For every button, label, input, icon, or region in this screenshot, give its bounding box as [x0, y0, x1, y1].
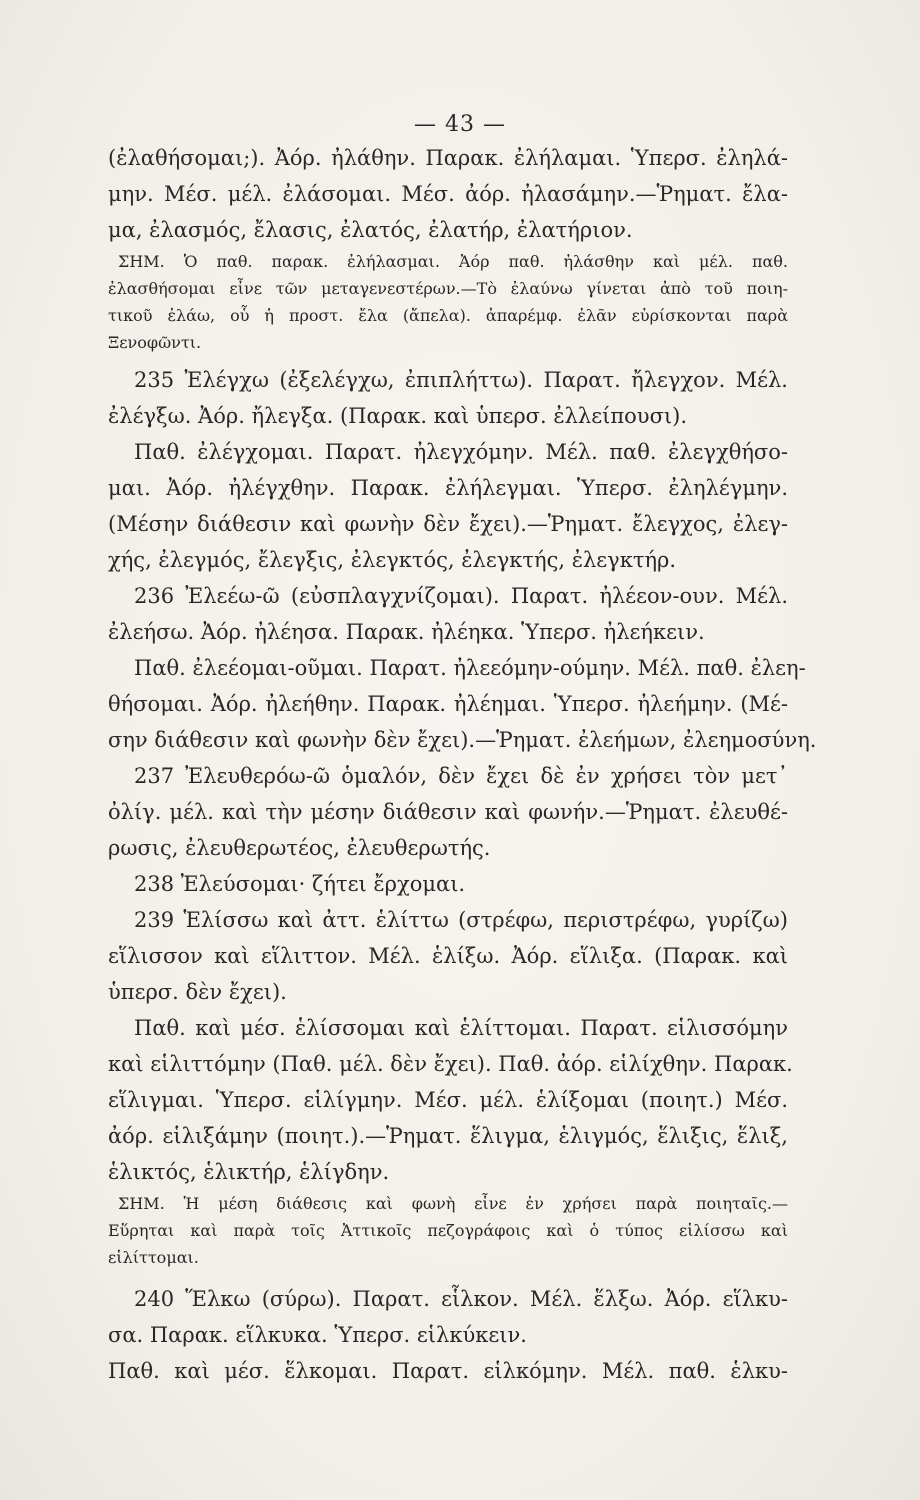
note-line: Ξενοφῶντι.: [108, 333, 202, 352]
text-line: μην. Μέσ. μέλ. ἐλάσομαι. Μέσ. ἀόρ. ἠλασάμην.—Ῥηματ. ἔλα-: [108, 182, 788, 206]
text-line: ὀλίγ. μέλ. καὶ τὴν μέσην διάθεσιν καὶ φωνήν.—Ῥηματ. ἐλευθέ-: [108, 800, 788, 824]
text-line: ἐλέγξω. Ἀόρ. ἤλεγξα. (Παρακ. καὶ ὑπερσ. ἐλλείπουσι).: [108, 404, 688, 428]
note-line: ΣΗΜ. Ὁ παθ. παρακ. ἐλήλασμαι. Ἀόρ παθ. ἠλάσθην καὶ μέλ. παθ.: [118, 252, 788, 271]
entry-236-line: 236 Ἐλεέω-ῶ (εὐσπλαγχνίζομαι). Παρατ. ἠλέεον-ουν. Μέλ.: [134, 584, 788, 608]
text-line: Παθ. ἐλεέομαι-οῦμαι. Παρατ. ἠλεεόμην-ούμην. Μέλ. παθ. ἐλεη-: [134, 656, 806, 680]
note-line: Εὕρηται καὶ παρὰ τοῖς Ἀττικοῖς πεζογράφοις καὶ ὁ τύπος εἱλίσσω καὶ: [108, 1221, 788, 1240]
text-line: σα. Παρακ. εἵλκυκα. Ὑπερσ. εἱλκύκειν.: [108, 1323, 527, 1347]
page-text: [108, 140, 817, 1389]
text-line: μαι. Ἀόρ. ἠλέγχθην. Παρακ. ἐλήλεγμαι. Ὑπερσ. ἐληλέγμην.: [108, 476, 788, 500]
note-line: τικοῦ ἐλάω, οὗ ἡ προστ. ἔλα (ἄπελα). ἀπαρέμφ. ἐλᾶν εὑρίσκονται παρὰ: [108, 306, 788, 325]
text-line: (ἐλαθήσομαι;). Ἀόρ. ἠλάθην. Παρακ. ἐλήλαμαι. Ὑπερσ. ἐληλά-: [108, 146, 788, 170]
text-line: χής, ἐλεγμός, ἔλεγξις, ἐλεγκτός, ἐλεγκτής, ἐλεγκτήρ.: [108, 548, 677, 572]
text-line: ὑπερσ. δὲν ἔχει).: [108, 980, 287, 1004]
text-line: μα, ἐλασμός, ἔλασις, ἐλατός, ἐλατήρ, ἐλατήριον.: [108, 218, 633, 242]
text-line: ἑλικτός, ἑλικτήρ, ἑλίγδην.: [108, 1160, 390, 1184]
entry-239-line: 239 Ἑλίσσω καὶ ἀττ. ἑλίττω (στρέφω, περιστρέφω, γυρίζω): [134, 908, 788, 932]
text-line: καὶ εἱλιττόμην (Παθ. μέλ. δὲν ἔχει). Παθ. ἀόρ. εἱλίχθην. Παρακ.: [108, 1052, 793, 1076]
page-number: — 43 —: [414, 112, 506, 137]
text-line: ρωσις, ἐλευθερωτέος, ἐλευθερωτής.: [108, 836, 491, 860]
entry-235-line: 235 Ἐλέγχω (ἐξελέγχω, ἐπιπλήττω). Παρατ. ἤλεγχον. Μέλ.: [134, 368, 788, 392]
text-line: (Μέσην διάθεσιν καὶ φωνὴν δὲν ἔχει).—Ῥηματ. ἔλεγχος, ἐλεγ-: [108, 512, 788, 536]
text-line: Παθ. ἐλέγχομαι. Παρατ. ἠλεγχόμην. Μέλ. παθ. ἐλεγχθήσο-: [134, 440, 788, 464]
text-line: θήσομαι. Ἀόρ. ἠλεήθην. Παρακ. ἠλέημαι. Ὑπερσ. ἠλεήμην. (Μέ-: [108, 692, 788, 716]
text-line: Παθ. καὶ μέσ. ἑλίσσομαι καὶ ἑλίττομαι. Παρατ. εἱλισσόμην: [134, 1016, 788, 1040]
text-line: Παθ. καὶ μέσ. ἕλκομαι. Παρατ. εἱλκόμην. Μέλ. παθ. ἑλκυ-: [108, 1359, 788, 1383]
text-line: σην διάθεσιν καὶ φωνὴν δὲν ἔχει).—Ῥηματ. ἐλεήμων, ἐλεημοσύνη.: [108, 728, 817, 752]
text-line: εἵλιγμαι. Ὑπερσ. εἱλίγμην. Μέσ. μέλ. ἑλίξομαι (ποιητ.) Μέσ.: [108, 1088, 788, 1112]
text-line: εἵλισσον καὶ εἵλιττον. Μέλ. ἑλίξω. Ἀόρ. εἵλιξα. (Παρακ. καὶ: [108, 944, 788, 968]
note-line: εἱλίττομαι.: [108, 1248, 199, 1267]
text-line: ἐλεήσω. Ἀόρ. ἠλέησα. Παρακ. ἠλέηκα. Ὑπερσ. ἠλεήκειν.: [108, 620, 705, 644]
note-line: ἐλασθήσομαι εἶνε τῶν μεταγενεστέρων.—Τὸ ἐλαύνω γίνεται ἀπὸ τοῦ ποιη-: [108, 279, 788, 298]
note-line: ΣΗΜ. Ἡ μέση διάθεσις καὶ φωνὴ εἶνε ἐν χρήσει παρὰ ποιηταῖς.—: [118, 1194, 788, 1213]
entry-237-line: 237 Ἐλευθερόω-ῶ ὁμαλόν, δὲν ἔχει δὲ ἐν χρήσει τὸν μετ᾽: [134, 764, 788, 788]
text-line: ἀόρ. εἱλιξάμην (ποιητ.).—Ῥηματ. ἕλιγμα, ἑλιγμός, ἕλιξις, ἕλιξ,: [108, 1124, 788, 1148]
entry-240-line: 240 Ἕλκω (σύρω). Παρατ. εἷλκον. Μέλ. ἕλξω. Ἀόρ. εἵλκυ-: [134, 1287, 788, 1311]
entry-238-line: 238 Ἐλεύσομαι· ζήτει ἔρχομαι.: [134, 872, 466, 896]
